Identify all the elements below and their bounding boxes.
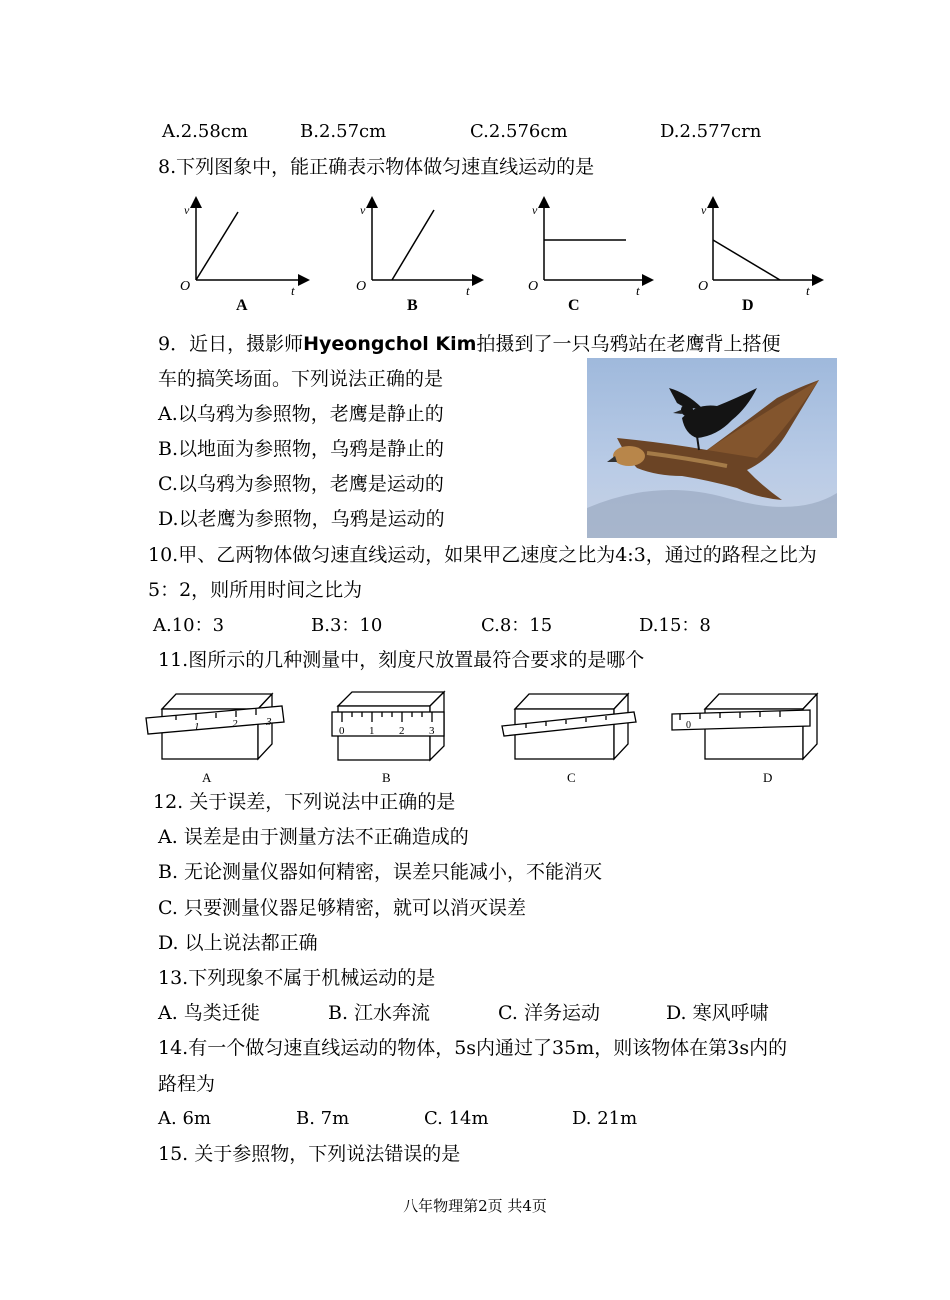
q12-option-c: C. 只要测量仪器足够精密，就可以消灭误差 [158,897,526,919]
ruler-label-a: A [202,770,212,785]
q14-option-b: B. 7m [296,1108,350,1129]
q9-option-c: C.以乌鸦为参照物，老鹰是运动的 [158,473,444,495]
q12-stem: 12. 关于误差，下列说法中正确的是 [153,791,456,813]
q13-option-a: A. 鸟类迁徙 [158,1002,260,1024]
graph-a-line [196,212,238,280]
q12-option-d: D. 以上说法都正确 [158,932,318,954]
q14-option-d: D. 21m [572,1108,638,1129]
graph-b-line [392,210,434,280]
ruler-figure-a [146,694,284,759]
ruler-a-mark-2: 2 [232,718,238,730]
q11-stem: 11.图所示的几种测量中，刻度尺放置最符合要求的是哪个 [158,649,645,671]
q10-option-c: C.8：15 [481,615,553,636]
graph-c-t: t [636,283,640,298]
ruler-label-b: B [382,770,391,785]
graph-a-label: A [236,297,248,314]
graph-c-v: v [532,203,538,217]
ruler-label-d: D [763,770,773,785]
q14-option-c: C. 14m [424,1108,489,1129]
graph-b [356,202,478,314]
q14-option-a: A. 6m [158,1108,211,1129]
graph-b-label: B [407,297,418,314]
q13-stem: 13.下列现象不属于机械运动的是 [158,967,436,989]
q13-option-b: B. 江水奔流 [328,1002,431,1024]
ruler-b-mark-2: 2 [399,725,405,737]
ruler-a-mark-3: 3 [266,716,272,728]
graph-d [698,202,818,314]
q9-option-d: D.以老鹰为参照物，乌鸦是运动的 [158,508,445,530]
ruler-d-mark-0: 0 [686,720,691,731]
q9-photographer-name: Hyeongchol Kim [303,333,477,355]
graph-d-line [713,240,780,280]
graph-a-v: v [184,203,190,217]
q9-option-b: B.以地面为参照物，乌鸦是静止的 [158,438,445,460]
q13-options [158,1001,858,1025]
graph-d-v: v [701,203,707,217]
q9-stem-line2: 车的搞笑场面。下列说法正确的是 [158,368,444,390]
graph-b-t: t [466,283,470,298]
q12-option-b: B. 无论测量仪器如何精密，误差只能减小，不能消灭 [158,861,603,883]
graph-c-label: C [568,297,580,314]
ruler-a-mark-1: 1 [194,721,200,733]
graph-d-t: t [806,283,810,298]
q9-stem [158,332,780,356]
q14-stem-line2: 路程为 [158,1073,216,1095]
q10-option-a: A.10：3 [153,615,225,636]
ruler-figure-c [502,694,636,759]
q7-option-c: C.2.576cm [470,121,568,142]
ruler-b-mark-0: 0 [339,725,345,737]
q13-option-c: C. 洋务运动 [498,1002,600,1024]
q9-stem-prefix: 9．近日，摄影师 [158,333,304,355]
graph-d-label: D [742,297,754,314]
q10-options [153,614,853,638]
graph-c [528,202,648,314]
page-footer: 八年物理第2页 共4页 [403,1197,547,1215]
graph-b-o: O [356,279,367,294]
graph-d-o: O [698,279,709,294]
q15-stem: 15. 关于参照物，下列说法错误的是 [158,1143,461,1165]
q7-option-b: B.2.57cm [300,121,387,142]
q14-options [158,1107,858,1131]
ruler-figure-b [332,692,444,760]
q10-stem-line1: 10.甲、乙两物体做匀速直线运动，如果甲乙速度之比为4:3，通过的路程之比为 [148,544,817,566]
q7-options [162,120,862,144]
q8-stem: 8.下列图象中，能正确表示物体做匀速直线运动的是 [158,156,595,178]
q8-graphs [0,190,950,320]
ruler-b-mark-3: 3 [429,725,435,737]
ruler-label-c: C [567,770,576,785]
q10-option-b: B.3：10 [311,615,383,636]
q10-option-d: D.15：8 [639,615,711,636]
graph-a-t: t [291,283,295,298]
q7-option-d: D.2.577crn [660,121,762,142]
q7-option-a: A.2.58cm [162,121,248,142]
q14-stem-line1: 14.有一个做匀速直线运动的物体，5s内通过了35m，则该物体在第3s内的 [158,1037,788,1059]
graph-a [180,202,304,314]
q12-option-a: A. 误差是由于测量方法不正确造成的 [158,826,469,848]
ruler-figure-d [672,694,817,759]
graph-c-o: O [528,279,539,294]
q9-option-a: A.以乌鸦为参照物，老鹰是静止的 [158,403,444,425]
q9-stem-suffix: 拍摄到了一只乌鸦站在老鹰背上搭便 [476,333,781,355]
ruler-b-mark-1: 1 [369,725,375,737]
q10-stem-line2: 5：2，则所用时间之比为 [148,579,363,601]
q11-ruler-figures [0,684,950,794]
q13-option-d: D. 寒风呼啸 [666,1002,769,1024]
graph-b-v: v [360,203,366,217]
graph-a-o: O [180,279,191,294]
crow-eagle-photo [587,358,837,538]
